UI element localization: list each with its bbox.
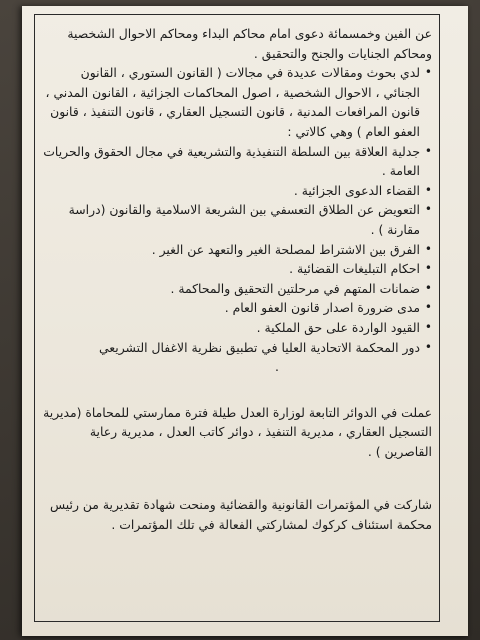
- list-item: • لدي بحوث ومقالات عديدة في مجالات ( القانون الستوري ، القانون الجنائي ، الاحوال الشخصية ، اصول المحاكمات الجزائية ، القانون المدني ، قانون المرافعات المدنية ، قانون التسجيل العقاري ، قانون التنفيذ ، قانون العفو العام ) وهي كالاتي :: [45, 65, 432, 139]
- intro-paragraph: عن الفين وخمسمائة دعوى امام محاكم البداء ومحاكم الاحوال الشخصية ومحاكم الجنايات والجنح والتحقيق .: [67, 26, 432, 61]
- bullet-icon: •: [424, 182, 432, 197]
- list-item: • التعويض عن الطلاق التعسفي بين الشريعة الاسلامية والقانون (دراسة مقارنة ) .: [68, 202, 432, 237]
- list-item: • ضمانات المتهم في مرحلتين التحقيق والمحاكمة .: [42, 279, 432, 299]
- bullet-icon: •: [424, 65, 432, 80]
- bullet-icon: •: [424, 339, 432, 354]
- bullet-icon: •: [424, 280, 432, 295]
- bullet-icon: •: [424, 319, 432, 334]
- list-item: • القيود الواردة على حق الملكية .: [42, 318, 432, 338]
- research-list: [42, 63, 432, 357]
- list-item: • الفرق بين الاشتراط لمصلحة الغير والتعهد عن الغير .: [42, 240, 432, 260]
- list-item: • دور المحكمة الاتحادية العليا في تطبيق نظرية الاغفال التشريعي: [42, 338, 432, 358]
- bullet-icon: •: [424, 300, 432, 315]
- paper-sheet: [22, 6, 468, 636]
- work-paragraph: عملت في الدوائر التابعة لوزارة العدل طيلة فترة ممارستي للمحاماة (مديرية التسجيل العقاري ، مديرية التنفيذ ، دوائر كاتب العدل ، مديرية رعاية القاصرين ) .: [43, 404, 432, 459]
- list-item: • القضاء الدعوى الجزائية .: [42, 181, 432, 201]
- list-item: • جدلية العلاقة بين السلطة التنفيذية والتشريعية في مجال الحقوق والحريات العامة .: [43, 143, 432, 179]
- trailing-dot: .: [275, 359, 279, 375]
- bullet-icon: •: [424, 261, 432, 276]
- bullet-icon: •: [424, 143, 432, 158]
- list-item: • مدى ضرورة اصدار قانون العفو العام .: [42, 298, 432, 318]
- bullet-icon: •: [424, 202, 432, 217]
- conferences-paragraph: شاركت في المؤتمرات القانونية والقضائية ومنحت شهادة تقديرية من رئيس محكمة استئناف كركوك لمشاركتي الفعالة في تلك المؤتمرات .: [49, 497, 432, 533]
- list-item: • احكام التبليغات القضائية .: [42, 259, 432, 279]
- document-body: [42, 24, 432, 535]
- bullet-icon: •: [424, 241, 432, 256]
